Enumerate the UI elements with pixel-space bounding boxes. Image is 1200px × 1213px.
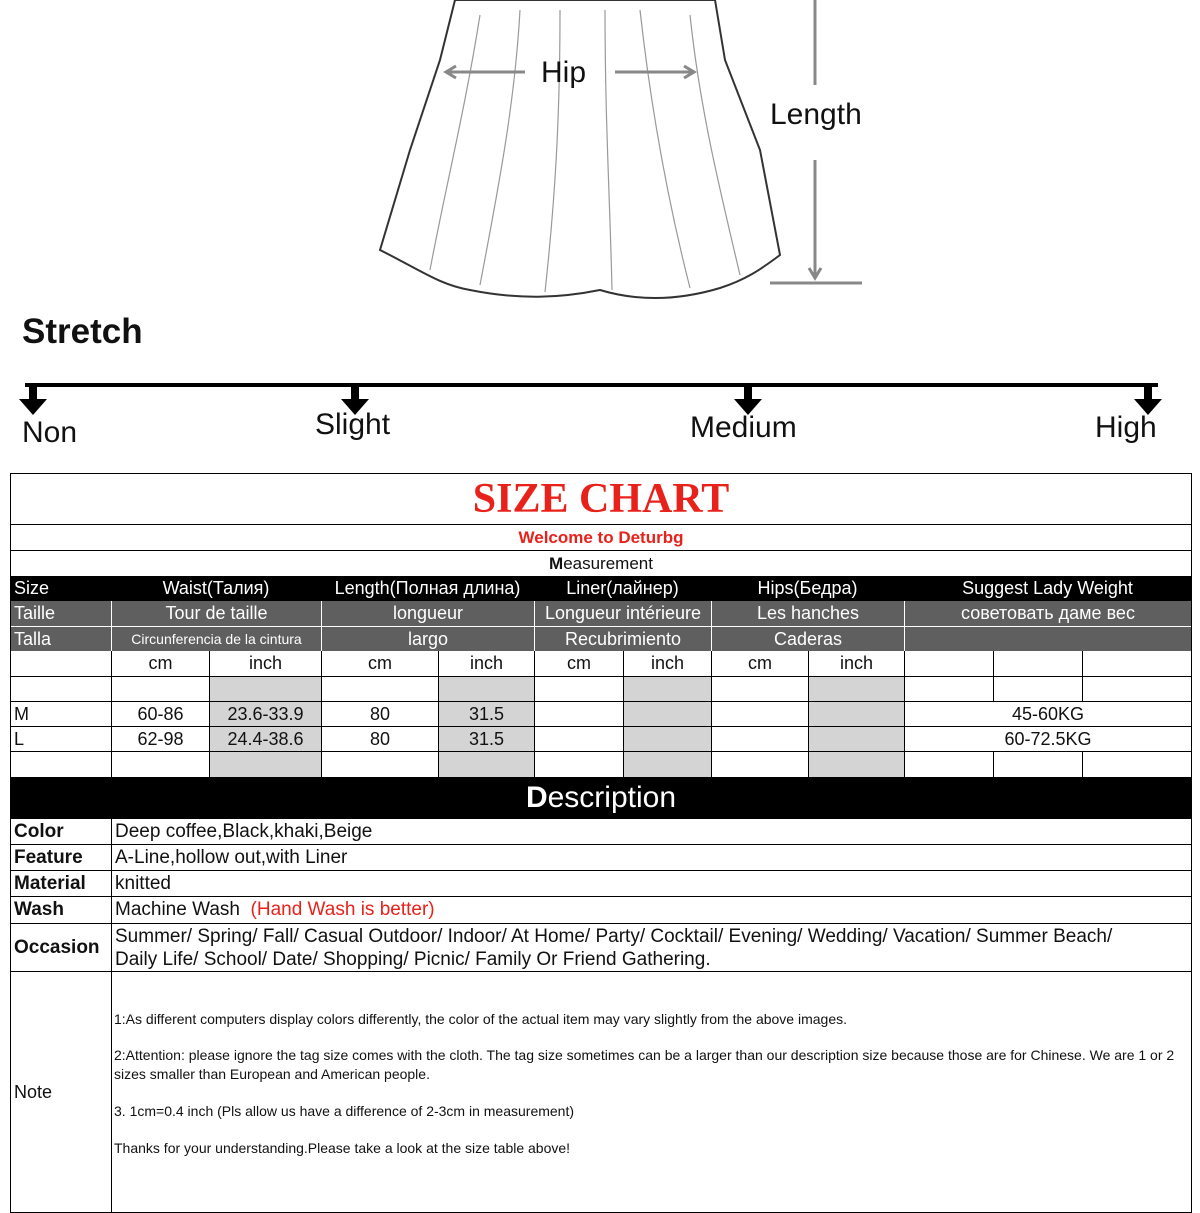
header-liner: Liner(лайнер) bbox=[566, 578, 679, 598]
skirt-diagram bbox=[0, 0, 1200, 310]
feature-label: Feature bbox=[14, 846, 83, 868]
table-row bbox=[11, 727, 1191, 752]
liner-cm-cell bbox=[534, 702, 623, 726]
occasion-value bbox=[111, 924, 1191, 971]
size-cell: L bbox=[14, 728, 25, 749]
header-les-hanches: Les hanches bbox=[711, 601, 904, 626]
header-talla: Talla bbox=[14, 628, 52, 649]
occasion-line-2: Daily Life/ School/ Date/ Shopping/ Picnic/ Family Or Friend Gathering. bbox=[115, 948, 711, 970]
measurement-row bbox=[11, 551, 1191, 576]
measurement-first-letter: M bbox=[549, 553, 564, 573]
weight-sub-3 bbox=[1082, 651, 1191, 676]
length-label: Length bbox=[770, 98, 862, 131]
weight-sub-1 bbox=[904, 651, 993, 676]
liner-inch-cell bbox=[623, 702, 711, 726]
occasion-label: Occasion bbox=[14, 936, 100, 958]
header-tour-de-taille: Tour de taille bbox=[111, 601, 321, 626]
stretch-scale bbox=[0, 375, 1200, 425]
header-length: Length(Полная длина) bbox=[334, 578, 521, 598]
size-chart-title: SIZE CHART bbox=[472, 476, 730, 522]
description-header-row bbox=[11, 777, 1191, 819]
table-row bbox=[11, 702, 1191, 727]
color-value: Deep coffee,Black,khaki,Beige bbox=[111, 819, 1191, 844]
hips-inch-unit: inch bbox=[808, 651, 904, 676]
note-line-4: Thanks for your understanding.Please take a look at the size table above! bbox=[114, 1140, 571, 1156]
size-chart-table bbox=[10, 473, 1192, 1213]
header-longueur: longueur bbox=[321, 601, 534, 626]
material-value: knitted bbox=[111, 871, 1191, 896]
size-chart-title-row bbox=[11, 474, 1191, 525]
table-row-empty bbox=[11, 752, 1191, 777]
stretch-level-non: Non bbox=[22, 416, 78, 449]
length-inch-unit: inch bbox=[438, 651, 534, 676]
welcome-row bbox=[11, 525, 1191, 551]
header-row-en bbox=[11, 576, 1191, 601]
description-row-feature bbox=[11, 845, 1191, 871]
header-largo: largo bbox=[321, 627, 534, 651]
hips-cm-cell bbox=[711, 702, 808, 726]
hips-cm-cell bbox=[711, 727, 808, 751]
wash-note: (Hand Wash is better) bbox=[250, 899, 435, 920]
weight-cell: 45-60KG bbox=[904, 702, 1191, 726]
waist-inch-cell: 24.4-38.6 bbox=[209, 727, 321, 751]
hips-inch-cell bbox=[808, 727, 904, 751]
header-longueur-interieure: Longueur intérieure bbox=[534, 601, 711, 626]
color-label: Color bbox=[14, 820, 64, 842]
description-heading bbox=[11, 777, 1191, 819]
measurement-rest: easurement bbox=[563, 553, 653, 573]
stretch-level-medium: Medium bbox=[690, 411, 797, 444]
wash-value-cell bbox=[111, 897, 1191, 923]
waist-cm-unit: cm bbox=[111, 651, 209, 676]
feature-value: A-Line,hollow out,with Liner bbox=[111, 845, 1191, 870]
units-row bbox=[11, 651, 1191, 677]
note-line-2: 2:Attention: please ignore the tag size comes with the cloth. The tag size sometimes can be a larger than our description size because those are for Chinese. We are 1 or 2 sizes smaller than European and American people. bbox=[114, 1047, 1175, 1082]
note-value-cell bbox=[111, 972, 1191, 1212]
header-size: Size bbox=[14, 578, 50, 598]
table-row-empty bbox=[11, 677, 1191, 702]
weight-cell: 60-72.5KG bbox=[904, 727, 1191, 751]
note-line-3: 3. 1cm=0.4 inch (Pls allow us have a difference of 2-3cm in measurement) bbox=[114, 1103, 575, 1119]
occasion-line-1: Summer/ Spring/ Fall/ Casual Outdoor/ Indoor/ At Home/ Party/ Cocktail/ Evening/ Wedding/ Vacation/ Summer Beach/ bbox=[115, 925, 1113, 947]
description-first-letter: D bbox=[525, 781, 548, 814]
header-row-fr bbox=[11, 601, 1191, 626]
liner-cm-cell bbox=[534, 727, 623, 751]
header-empty bbox=[904, 627, 1191, 651]
header-taille: Taille bbox=[14, 603, 56, 623]
header-hips: Hips(Бедра) bbox=[757, 578, 858, 598]
waist-inch-unit: inch bbox=[209, 651, 321, 676]
hips-cm-unit: cm bbox=[711, 651, 808, 676]
liner-cm-unit: cm bbox=[534, 651, 623, 676]
header-circunferencia: Circunferencia de la cintura bbox=[111, 627, 321, 651]
description-rest: escription bbox=[547, 781, 677, 814]
stretch-level-slight: Slight bbox=[315, 408, 391, 441]
liner-inch-cell bbox=[623, 727, 711, 751]
header-weight: Suggest Lady Weight bbox=[962, 578, 1133, 598]
measurement-heading bbox=[11, 551, 1191, 576]
size-cell: M bbox=[14, 703, 29, 724]
length-inch-cell: 31.5 bbox=[438, 702, 534, 726]
length-inch-cell: 31.5 bbox=[438, 727, 534, 751]
hips-inch-cell bbox=[808, 702, 904, 726]
stretch-title: Stretch bbox=[22, 312, 143, 351]
length-cm-unit: cm bbox=[321, 651, 438, 676]
liner-inch-unit: inch bbox=[623, 651, 711, 676]
description-row-note bbox=[11, 972, 1191, 1212]
waist-inch-cell: 23.6-33.9 bbox=[209, 702, 321, 726]
length-arrow bbox=[770, 0, 862, 283]
header-row-es bbox=[11, 626, 1191, 651]
stretch-level-high: High bbox=[1095, 411, 1157, 444]
description-row-color bbox=[11, 819, 1191, 845]
length-cm-cell: 80 bbox=[321, 727, 438, 751]
skirt-outline bbox=[380, 0, 780, 298]
header-caderas: Caderas bbox=[711, 627, 904, 651]
header-weight-ru: советовать даме вес bbox=[904, 601, 1191, 626]
description-row-wash bbox=[11, 897, 1191, 924]
welcome-text: Welcome to Deturbg bbox=[518, 527, 684, 547]
stretch-tick-non bbox=[19, 385, 47, 415]
hip-label: Hip bbox=[541, 56, 587, 89]
wash-label: Wash bbox=[14, 899, 64, 920]
weight-sub-2 bbox=[993, 651, 1082, 676]
header-recubrimiento: Recubrimiento bbox=[534, 627, 711, 651]
material-label: Material bbox=[14, 872, 86, 894]
header-waist: Waist(Талия) bbox=[162, 578, 270, 598]
waist-cm-cell: 60-86 bbox=[111, 702, 209, 726]
note-line-1: 1:As different computers display colors differently, the color of the actual item may vary slightly from the above images. bbox=[114, 1011, 848, 1027]
description-row-occasion bbox=[11, 924, 1191, 972]
units-size-empty bbox=[11, 651, 111, 676]
length-cm-cell: 80 bbox=[321, 702, 438, 726]
description-row-material bbox=[11, 871, 1191, 897]
waist-cm-cell: 62-98 bbox=[111, 727, 209, 751]
wash-value: Machine Wash bbox=[115, 899, 240, 920]
note-label: Note bbox=[14, 1081, 53, 1102]
